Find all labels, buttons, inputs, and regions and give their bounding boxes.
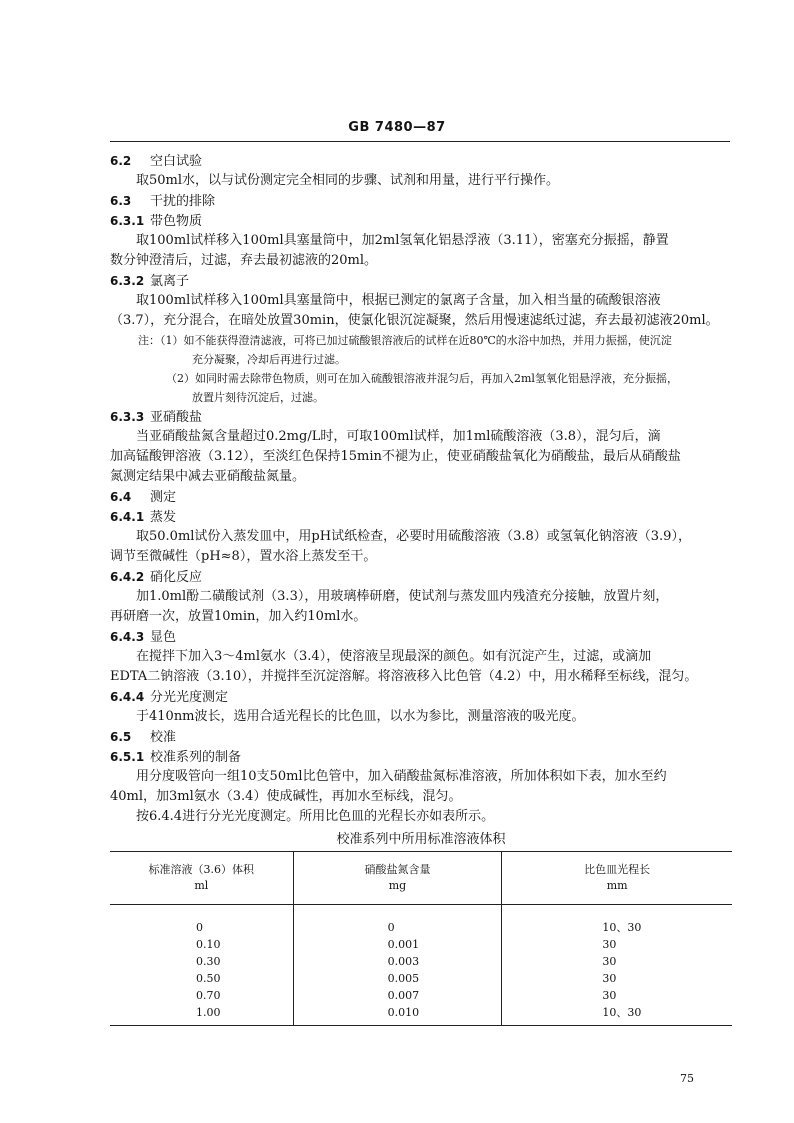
- paragraph-line: 取100ml试样移入100ml具塞量筒中，加2ml氢氧化铝悬浮液（3.11），密塞充分振摇，静置: [136, 233, 669, 248]
- table-cell: 0.010: [293, 1004, 502, 1026]
- note-line: （1）如不能获得澄清滤液，可将已加过硫酸银溶液后的试样在近80℃的水浴中加热，并用力振摇，使沉淀: [160, 334, 672, 347]
- paragraph-line: 取100ml试样移入100ml具塞量筒中，根据已测定的氯离子含量，加入相当量的硫酸银溶液: [136, 293, 661, 308]
- paragraph-line: 在搅拌下加入3～4ml氨水（3.4），使溶液呈现最深的颜色。如有沉淀产生，过滤，或滴加: [136, 649, 652, 664]
- table-cell: 0.001: [293, 936, 502, 953]
- table-cell: 1.00: [110, 1004, 293, 1026]
- section-title: 干扰的排除: [150, 194, 216, 209]
- paragraph: 取50ml水，以与试份测定完全相同的步骤、试剂和用量，进行平行操作。: [136, 173, 560, 188]
- table-cell: 0.007: [293, 987, 502, 1004]
- column-header-unit: mg: [388, 879, 407, 892]
- table-cell: 0.30: [196, 955, 221, 968]
- section-number: 6.4.3: [110, 630, 145, 644]
- page-number: 75: [680, 1072, 694, 1085]
- section-number: 6.3: [110, 194, 132, 208]
- paragraph-line: 调节至微碱性（pH≈8），置水浴上蒸发至干。: [110, 549, 377, 564]
- paragraph: 按6.4.4进行分光光度测定。所用比色皿的光程长亦如表所示。: [136, 809, 495, 824]
- section-title: 测定: [150, 490, 177, 505]
- section-number: 6.3.3: [110, 410, 145, 424]
- table-cell: 30: [502, 987, 732, 1004]
- paragraph-line: 用分度吸管向一组10支50ml比色管中，加入硝酸盐氮标准溶液，所加体积如下表，加水至约: [136, 769, 667, 784]
- paragraph-line: 40ml，加3ml氨水（3.4）使成碱性，再加水至标线，混匀。: [110, 789, 462, 804]
- section-number: 6.5.1: [110, 750, 145, 764]
- table-caption: 校准系列中所用标准溶液体积: [336, 832, 506, 847]
- section-number: 6.2: [110, 154, 132, 168]
- document-body: [110, 151, 732, 1026]
- paragraph-line: 取50.0ml试份入蒸发皿中，用pH试纸检查，必要时用硫酸溶液（3.8）或氢氧化钠溶液（3.9），: [136, 529, 691, 544]
- table-cell: 0.003: [293, 953, 502, 970]
- paragraph-line: 加高锰酸钾溶液（3.12），至淡红色保持15min不褪为止，使亚硝酸盐氧化为硝酸盐，最后从硝酸盐: [110, 449, 681, 464]
- table-header-row: [110, 852, 732, 905]
- paragraph-line: 数分钟澄清后，过滤，弃去最初滤液的20ml。: [110, 253, 378, 268]
- column-header-label: 标准溶液（3.6）体积: [148, 863, 255, 876]
- table-cell: 0.70: [196, 989, 221, 1002]
- table-row: [110, 905, 732, 937]
- section-title: 亚硝酸盐: [150, 410, 203, 425]
- table-cell: 30: [502, 936, 732, 953]
- section-title: 硝化反应: [150, 570, 203, 585]
- paragraph-line: EDTA二钠溶液（3.10），并搅拌至沉淀溶解。将溶液移入比色管（4.2）中，用水稀释至标线，混匀。: [110, 669, 698, 684]
- section-title: 氯离子: [150, 274, 190, 289]
- table-row: [110, 936, 732, 953]
- note-line: （2）如同时需去除带色物质，则可在加入硫酸银溶液并混匀后，再加入2ml氢氧化铝悬浮液，充分振摇，: [166, 372, 678, 385]
- section-title: 显色: [150, 630, 177, 645]
- paragraph-line: 再研磨一次，放置10min，加入约10ml水。: [110, 609, 367, 624]
- section-number: 6.4.2: [110, 570, 145, 584]
- table-cell: 30: [502, 953, 732, 970]
- table-row: [110, 953, 732, 970]
- column-header: [502, 852, 732, 905]
- header-rule: [110, 141, 730, 142]
- section-title: 带色物质: [150, 214, 203, 229]
- table-row: [110, 987, 732, 1004]
- column-header-unit: mm: [606, 879, 628, 892]
- paragraph-line: 加1.0ml酚二磺酸试剂（3.3），用玻璃棒研磨，使试剂与蒸发皿内残渣充分接触，放置片刻，: [136, 589, 669, 604]
- note-block: [110, 331, 732, 407]
- section-title: 分光光度测定: [150, 690, 229, 705]
- table-cell: 0: [293, 905, 502, 937]
- table-cell: 30: [502, 970, 732, 987]
- section-number: 6.4.1: [110, 510, 145, 524]
- table-cell: 0.10: [196, 938, 221, 951]
- section-number: 6.4.4: [110, 690, 145, 704]
- note-line: 放置片刻待沉淀后，过滤。: [192, 391, 324, 404]
- section-number: 6.3.2: [110, 274, 145, 288]
- column-header: [110, 852, 293, 905]
- note-label: 注：: [138, 334, 160, 347]
- section-number: 6.3.1: [110, 214, 145, 228]
- column-header-label: 比色皿光程长: [584, 863, 651, 876]
- table-row: [110, 1004, 732, 1026]
- section-title: 校准: [150, 730, 177, 745]
- paragraph-line: （3.7），充分混合，在暗处放置30min，使氯化银沉淀凝聚，然后用慢速滤纸过滤，弃去最初滤液20ml。: [110, 313, 719, 328]
- calibration-table: [110, 851, 732, 1026]
- section-title: 校准系列的制备: [150, 750, 242, 765]
- paragraph: 于410nm波长，选用合适光程长的比色皿，以水为参比，测量溶液的吸光度。: [136, 709, 585, 724]
- column-header: [293, 852, 502, 905]
- note-line: 充分凝聚，冷却后再进行过滤。: [192, 353, 346, 366]
- section-number: 6.5: [110, 730, 132, 744]
- table-cell: 10、30: [502, 1004, 732, 1026]
- column-header-unit: ml: [194, 879, 209, 892]
- table-cell: 0.005: [293, 970, 502, 987]
- standard-header: GB 7480—87: [348, 120, 446, 135]
- section-number: 6.4: [110, 490, 132, 504]
- paragraph-line: 当亚硝酸盐氮含量超过0.2mg/L时，可取100ml试样，加1ml硫酸溶液（3.8），混匀后，滴: [136, 429, 661, 444]
- section-title: 蒸发: [150, 510, 177, 525]
- table-cell: 10、30: [502, 905, 732, 937]
- table-cell: 0.50: [196, 972, 221, 985]
- column-header-label: 硝酸盐氮含量: [364, 863, 431, 876]
- table-row: [110, 970, 732, 987]
- section-title: 空白试验: [150, 154, 203, 169]
- table-cell: 0: [196, 921, 203, 934]
- paragraph-line: 氮测定结果中减去亚硝酸盐氮量。: [110, 469, 306, 484]
